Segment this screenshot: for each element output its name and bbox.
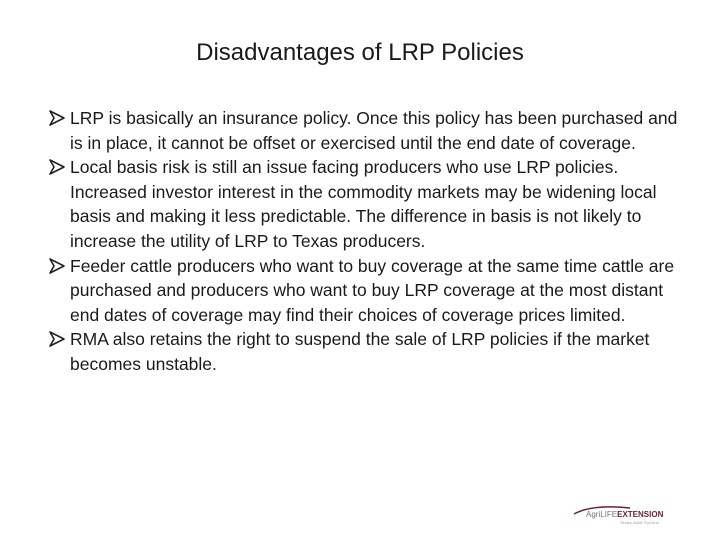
bullet-item <box>48 254 688 328</box>
arrow-bullet-icon <box>48 330 66 348</box>
arrow-bullet-icon <box>48 257 66 275</box>
bullet-text: Feeder cattle producers who want to buy coverage at the same time cattle are purchased and producers who want to buy LRP coverage at the most distant end dates of coverage may find their choices of coverage prices limited. <box>70 255 675 325</box>
arrow-bullet-icon <box>48 109 66 127</box>
bullet-text: Local basis risk is still an issue facing producers who use LRP policies. Increased investor interest in the commodity markets may be widening local basis and making it less predictable. The difference in basis is not likely to increase the utility of LRP to Texas producers. <box>70 157 657 251</box>
bullet-item <box>48 327 688 376</box>
logo-prefix: AgriLIFE <box>586 510 618 519</box>
bullet-text: RMA also retains the right to suspend the sale of LRP policies if the market becomes unstable. <box>70 329 650 374</box>
bullet-text: LRP is basically an insurance policy. Once this policy has been purchased and is in place, it cannot be offset or exercised until the end date of coverage. <box>70 108 678 153</box>
arrow-bullet-icon <box>48 158 66 176</box>
agrilife-extension-logo <box>572 505 672 527</box>
bullet-item <box>48 155 688 253</box>
logo-subtitle: Texas A&M System <box>620 520 660 525</box>
slide-title: Disadvantages of LRP Policies <box>196 39 524 66</box>
bullet-list <box>48 106 688 377</box>
logo-name: EXTENSION <box>617 510 664 519</box>
bullet-item <box>48 106 688 155</box>
